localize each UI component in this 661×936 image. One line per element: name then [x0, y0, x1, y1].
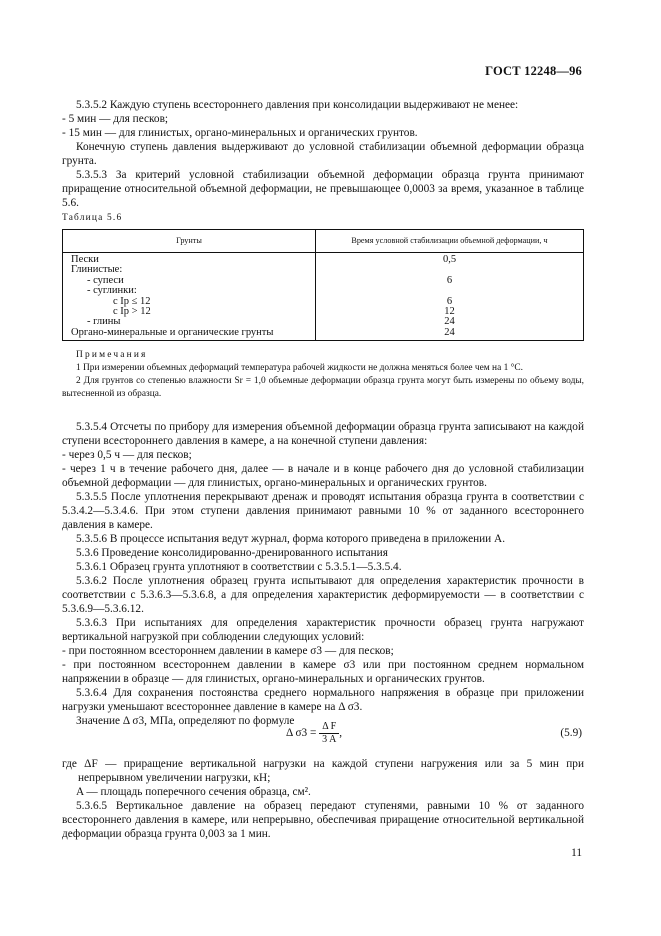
table-header-time: Время условной стабилизации объемной деформации, ч — [316, 230, 584, 253]
block2-paragraph: Значение Δ σ3, МПа, определяют по формуле — [76, 715, 295, 727]
table-row-soil: Органо-минеральные и органические грунты — [71, 326, 274, 338]
block2-paragraph: 5.3.5.4 Отсчеты по прибору для измерения объемной деформации образца грунта записывают на каждой ступени всестороннего давления в камере, а на конечной ступени давления: — [62, 421, 584, 447]
table-row-time: 6 — [446, 274, 453, 286]
table-row-time — [316, 286, 583, 296]
table-row-time: 6 — [446, 295, 453, 307]
block3-paragraph: 5.3.6.5 Вертикальное давление на образец передают ступенями, равными 10 % от заданного всестороннего давления в камере, или непрерывно, обеспечивая приращение относительной вертикальной деформации образца грунта 0,003 за 1 мин. — [62, 800, 584, 840]
block2-paragraph: 5.3.6.3 При испытаниях для определения характеристик прочности образец грунта нагружают вертикальной нагрузкой при соблюдении следующих условий: — [62, 617, 584, 643]
formula-denominator: 3 A — [322, 734, 337, 745]
note-2: 2 Для грунтов со степенью влажности Sr = 1,0 объемные деформации образца грунта могут быть измерены по объему воды, вытесненной из образца. — [62, 376, 584, 399]
block1-paragraph: - 15 мин — для глинистых, органо-минеральных и органических грунтов. — [62, 127, 418, 139]
table-row-soil: Пески — [71, 254, 99, 265]
block2-paragraph: 5.3.5.5 После уплотнения перекрывают дренаж и проводят испытания образца грунта в соответствии с 5.3.4.2—5.3.4.6. При этом ступени давления принимают равными 10 % от заданного всестороннего давления в камере. — [62, 491, 584, 531]
block1-paragraph: 5.3.5.2 Каждую ступень всестороннего давления при консолидации выдерживают не менее: — [76, 99, 519, 111]
formula-lhs: Δ σ3 = — [286, 727, 317, 740]
table-row-soil: с Ip > 12 — [113, 305, 151, 317]
text-block-2 — [62, 420, 584, 728]
block2-paragraph: - при постоянном всестороннем давлении в камере σ3 или при постоянном среднем нормальном напряжении в образце — для глинистых, органо-минеральных и органических грунтов. — [62, 659, 584, 685]
formula-tail: , — [339, 727, 343, 740]
table-row-time: 24 — [444, 326, 455, 338]
table-col-soils — [63, 253, 316, 341]
block2-paragraph: - через 1 ч в течение рабочего дня, далее — в начале и в конце рабочего дня до условной стабилизации объемной деформации — для глинистых, органо-минеральных и органических грунтов. — [62, 463, 584, 489]
block3-paragraph: A — площадь поперечного сечения образца, см². — [76, 786, 311, 798]
text-block-1 — [62, 98, 584, 210]
table-row-soil: - суглинки: — [87, 285, 137, 297]
block1-paragraph: Конечную ступень давления выдерживают до условной стабилизации объемной деформации образца грунта. — [62, 141, 584, 167]
notes-title: Примечания — [76, 350, 148, 360]
block1-paragraph: - 5 мин — для песков; — [62, 113, 169, 125]
table-row-time: 12 — [444, 305, 455, 317]
formula-numerator: Δ F — [319, 721, 339, 734]
block2-paragraph: 5.3.6.1 Образец грунта уплотняют в соответствии с 5.3.5.1—5.3.5.4. — [76, 561, 402, 573]
table-5-6 — [62, 229, 584, 341]
table-row-time: 24 — [444, 316, 455, 328]
block2-paragraph: 5.3.6.4 Для сохранения постоянства среднего нормального напряжения в образце при приложении нагрузки уменьшают всестороннее давление в камере на Δ σ3. — [62, 687, 584, 713]
block1-paragraph: 5.3.5.3 За критерий условной стабилизации объемной деформации образца грунта принимают приращение относительной объемной деформации, не превышающее 0,0003 за время, указанное в таблице 5.6. — [62, 169, 584, 209]
page-number: 11 — [571, 847, 582, 859]
table-row-time: 0,5 — [442, 254, 457, 265]
formula-number: (5.9) — [560, 727, 582, 739]
table-col-times — [316, 253, 584, 341]
text-block-3 — [62, 757, 584, 841]
block2-paragraph: 5.3.6.2 После уплотнения образец грунта испытывают для определения характеристик прочности в соответствии с 5.3.6.3—5.3.6.8, а для определения характеристик деформируемости — в соответствии с 5.3.6.9—5.3.6.12. — [62, 575, 584, 615]
table-row-soil: - супеси — [87, 274, 124, 286]
block2-paragraph: - при постоянном всестороннем давлении в камере σ3 — для песков; — [62, 645, 394, 657]
block2-paragraph: 5.3.5.6 В процессе испытания ведут журнал, форма которого приведена в приложении А. — [76, 533, 506, 545]
block2-paragraph: 5.3.6 Проведение консолидированно-дренированного испытания — [76, 547, 388, 559]
formula-fraction — [319, 721, 339, 746]
table-header-soils: Грунты — [63, 230, 316, 253]
table-row-soil: - глины — [87, 316, 121, 328]
notes-block — [62, 349, 584, 401]
table-row-soil: Глинистые: — [71, 264, 123, 276]
table-caption: Таблица 5.6 — [62, 213, 123, 223]
standard-header: ГОСТ 12248—96 — [485, 64, 582, 78]
table-row-soil: с Ip ≤ 12 — [113, 295, 151, 307]
block2-paragraph: - через 0,5 ч — для песков; — [62, 449, 192, 461]
block3-paragraph: где ΔF — приращение вертикальной нагрузки на каждой ступени нагружения или за 5 мин при непрерывном увеличении нагрузки, кН; — [62, 758, 584, 784]
note-1: 1 При измерении объемных деформаций температура рабочей жидкости не должна меняться более чем на 1 °С. — [76, 363, 523, 373]
